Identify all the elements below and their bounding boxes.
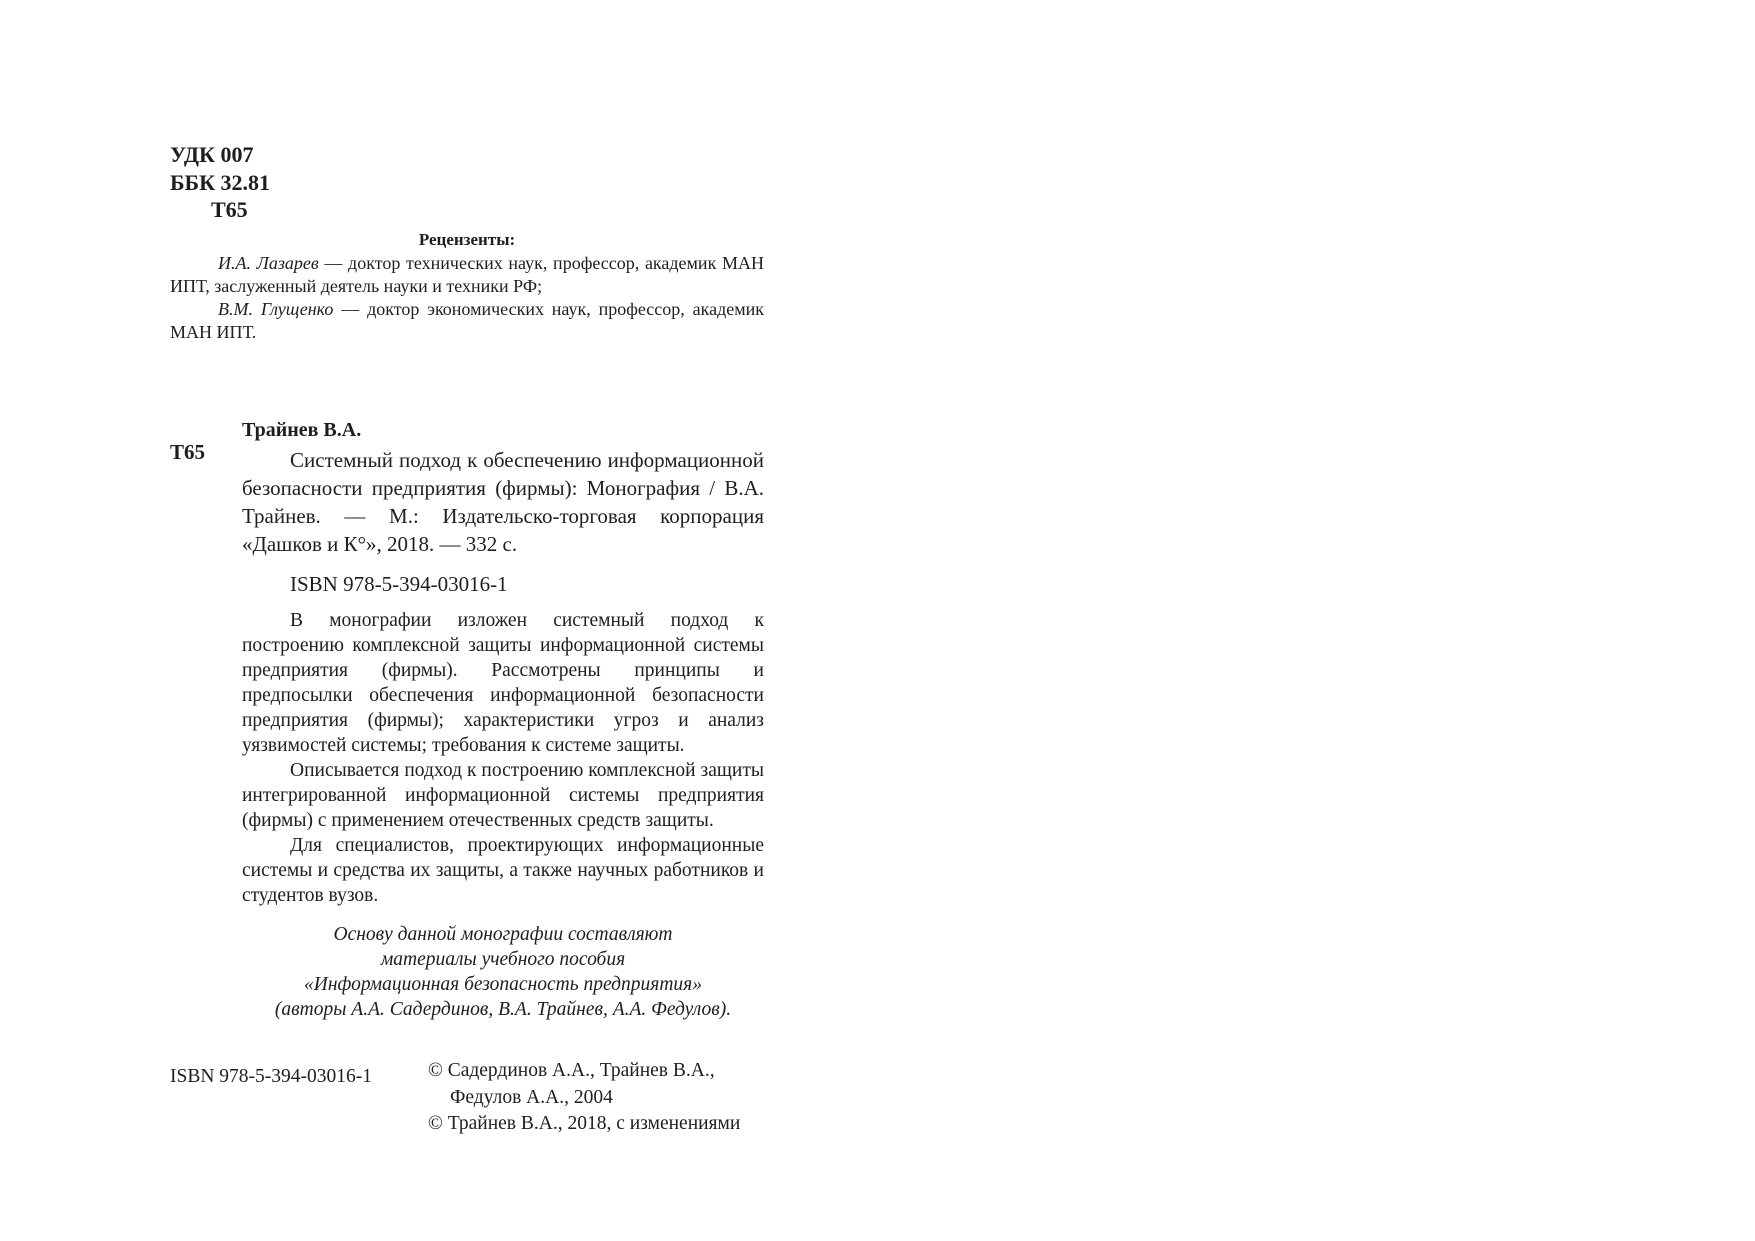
isbn-number: ISBN 978-5-394-03016-1 <box>290 572 508 596</box>
basis-note-line: Основу данной монографии составляют <box>333 924 673 945</box>
basis-note-line: материалы учебного пособия <box>380 949 626 970</box>
abstract-paragraph: В монографии изложен системный подход к построению комплексной защиты информационной системы предприятия (фирмы). Рассмотрены принципы и предпосылки обеспечения информационной безопасности предприятия (фирмы); характеристики угроз и анализ уязвимостей системы; требования к системе защиты. <box>242 610 764 756</box>
reviewer-entry <box>170 298 764 344</box>
reviewer-name: И.А. Лазарев <box>218 253 319 273</box>
basis-note-line: «Информационная безопасность предприятия» <box>304 974 702 995</box>
basis-note-line: (авторы А.А. Садердинов, В.А. Трайнев, А.А. Федулов). <box>274 999 732 1020</box>
copyright-line: © Садердинов А.А., Трайнев В.А., <box>428 1060 715 1081</box>
copyright-line: © Трайнев В.А., 2018, с изменениями <box>428 1113 741 1134</box>
copyright-line: Федулов А.А., 2004 <box>450 1087 613 1108</box>
basis-note <box>242 922 764 1022</box>
reviewers-title: Рецензенты: <box>418 230 516 249</box>
author-name: Трайнев В.А. <box>242 419 362 441</box>
author-code: Т65 <box>211 197 248 222</box>
footer-isbn: ISBN 978-5-394-03016-1 <box>170 1066 373 1087</box>
abstract-paragraph: Для специалистов, проектирующих информационные системы и средства их защиты, а также научных работников и студентов вузов. <box>242 835 764 906</box>
abstract-paragraph: Описывается подход к построению комплексной защиты интегрированной информационной системы предприятия (фирмы) с применением отечественных средств защиты. <box>242 760 764 831</box>
citation-text: Системный подход к обеспечению информационной безопасности предприятия (фирмы): Монография / В.А. Трайнев. — М.: Издательско-торговая корпорация «Дашков и К°», 2018. — 332 с. <box>242 448 764 556</box>
reviewer-entry <box>170 252 764 298</box>
bibliographic-code: Т65 <box>170 440 206 464</box>
reviewer-name: В.М. Глущенко <box>218 299 334 319</box>
reviewer-description: — доктор технических наук, профессор, академик МАН ИПТ, заслуженный деятель науки и техники РФ; <box>170 253 764 296</box>
bbk-code: ББК 32.81 <box>170 170 271 195</box>
udk-code: УДК 007 <box>170 142 254 167</box>
reviewer-description: — доктор экономических наук, профессор, академик МАН ИПТ. <box>170 299 764 342</box>
